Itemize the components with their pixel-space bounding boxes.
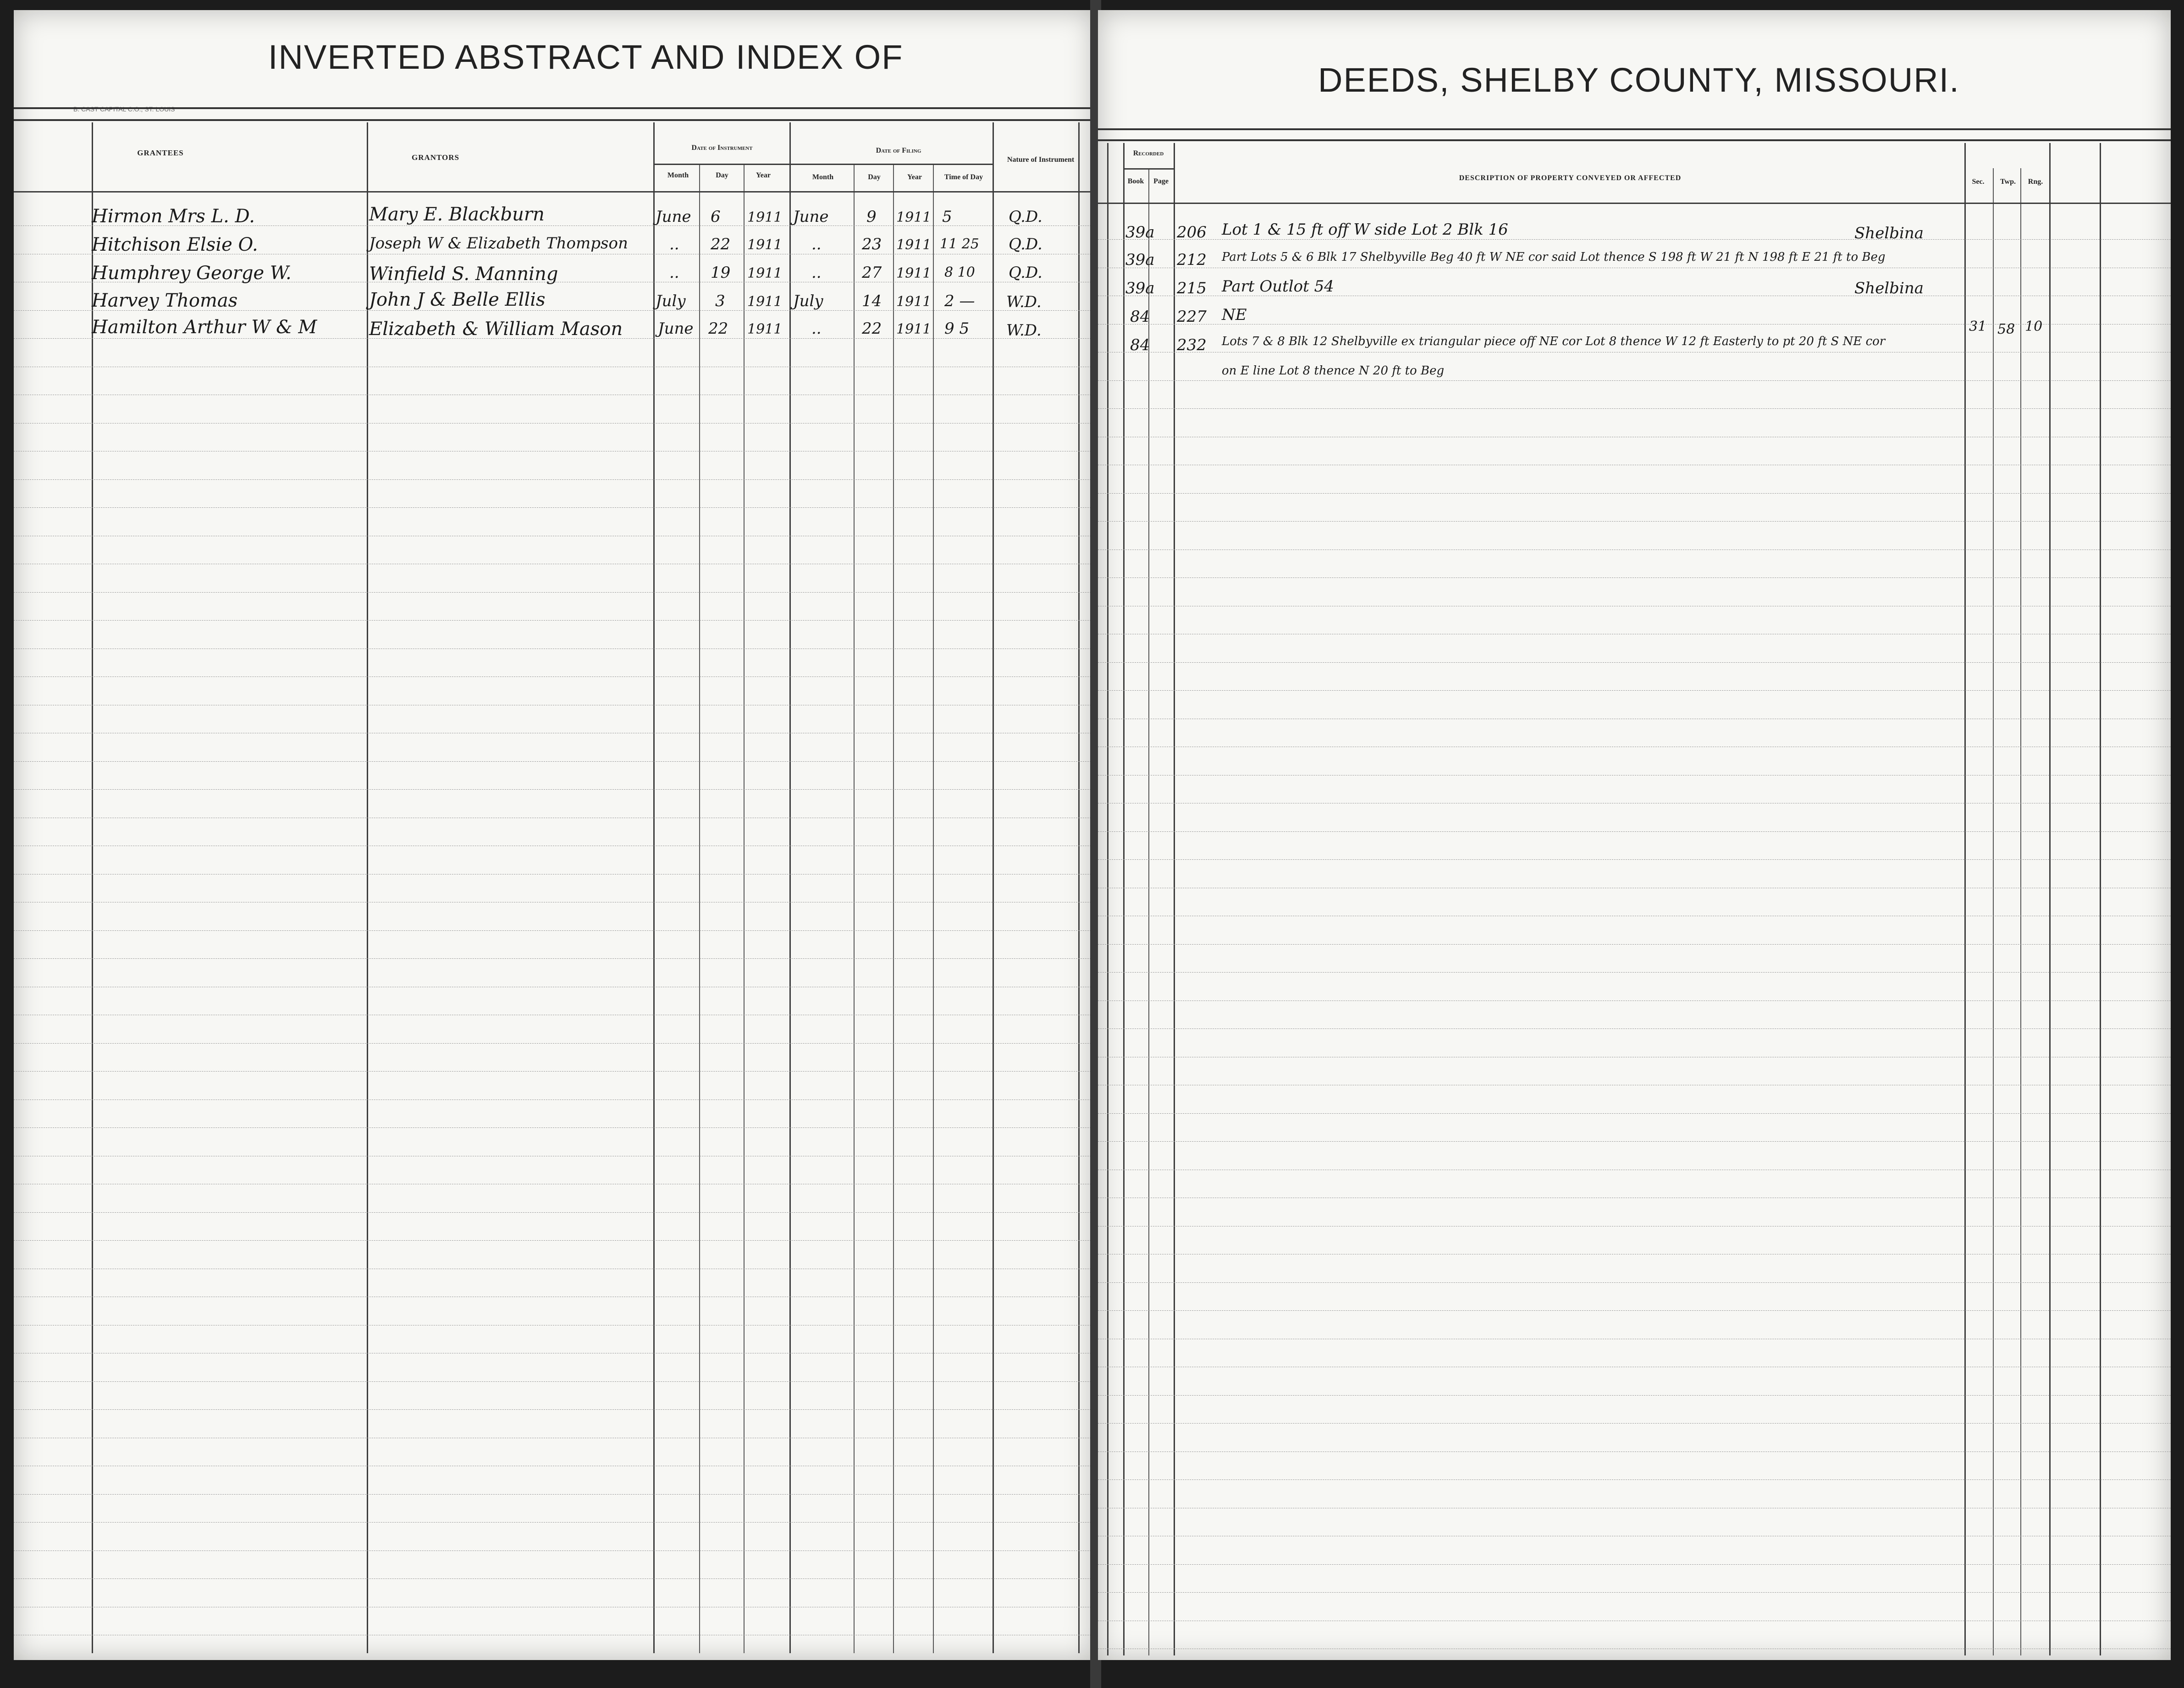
- grantor-cell: Mary E. Blackburn: [369, 204, 545, 225]
- title-rule: [14, 107, 1093, 109]
- nature-cell: Q.D.: [1009, 208, 1042, 226]
- ruled-line: [14, 761, 1093, 762]
- file-day-cell: 27: [862, 264, 882, 282]
- ruled-line: [1098, 831, 2171, 832]
- inst-month-cell: ..: [669, 264, 679, 282]
- rng-cell: 10: [2025, 319, 2043, 335]
- ruled-line: [1098, 380, 2171, 381]
- ruled-line: [14, 930, 1093, 931]
- file-year-cell: 1911: [896, 265, 932, 281]
- file-year-cell: 1911: [896, 321, 932, 337]
- inst-year-header: Year: [756, 171, 771, 179]
- sec-cell: 31: [1969, 319, 1987, 335]
- ruled-line: [1098, 1395, 2171, 1396]
- page-cell: 227: [1177, 308, 1207, 326]
- description-cell: NE: [1222, 306, 1247, 324]
- grantee-cell: Hirmon Mrs L. D.: [92, 206, 255, 227]
- inst-month-cell: June: [656, 208, 691, 226]
- twp-cell: 58: [1997, 321, 2015, 337]
- time-cell: 2 —: [944, 292, 975, 310]
- file-day-cell: 9: [866, 208, 877, 226]
- description-cell: Lots 7 & 8 Blk 12 Shelbyville ex triangular piece off NE cor Lot 8 thence W 12 ft Easterly to pt 20 ft S NE cor: [1222, 335, 1886, 348]
- ruled-line: [1098, 1564, 2171, 1565]
- description-cell: Part Outlot 54: [1222, 277, 1334, 296]
- file-month-cell: ..: [811, 235, 822, 253]
- column-rule: [1107, 143, 1109, 1655]
- header-rule: [789, 164, 993, 165]
- column-rule: [367, 122, 368, 1653]
- column-rule: [1123, 143, 1125, 1655]
- ruled-line: [1098, 493, 2171, 494]
- description-cell: Lot 1 & 15 ft off W side Lot 2 Blk 16: [1222, 220, 1508, 239]
- ruled-line: [14, 1071, 1093, 1072]
- ruled-line: [1098, 944, 2171, 945]
- grantor-cell: Winfield S. Manning: [369, 264, 558, 285]
- ruled-line: [1098, 1423, 2171, 1424]
- ruled-line: [1098, 1028, 2171, 1029]
- column-rule: [1964, 143, 1966, 1655]
- ruled-line: [14, 1043, 1093, 1044]
- ruled-line: [1098, 1113, 2171, 1114]
- book-header: Book: [1127, 177, 1144, 185]
- grantor-cell: Elizabeth & William Mason: [369, 319, 623, 340]
- title-rule: [1098, 139, 2171, 141]
- column-rule: [2100, 143, 2101, 1655]
- inst-year-cell: 1911: [747, 265, 783, 281]
- inst-day-header: Day: [716, 171, 728, 179]
- right-page: [1098, 10, 2171, 1660]
- title-rule: [1098, 128, 2171, 130]
- ruled-line: [1098, 521, 2171, 522]
- inst-day-cell: 3: [715, 292, 725, 310]
- description-continuation-cell: on E line Lot 8 thence N 20 ft to Beg: [1222, 364, 1445, 378]
- rng-header: Rng.: [2028, 178, 2043, 186]
- grantees-header: GRANTEES: [137, 148, 184, 157]
- inst-year-cell: 1911: [747, 237, 783, 253]
- time-cell: 9 5: [944, 319, 970, 338]
- nature-cell: Q.D.: [1009, 264, 1042, 282]
- page-header: Page: [1153, 177, 1169, 185]
- description-header: DESCRIPTION OF PROPERTY CONVEYED OR AFFECTED: [1459, 174, 1682, 182]
- grantee-cell: Hitchison Elsie O.: [92, 234, 258, 255]
- header-rule: [1123, 168, 1174, 170]
- file-month-header: Month: [812, 173, 834, 181]
- ruled-line: [14, 1578, 1093, 1579]
- file-month-cell: ..: [811, 319, 822, 338]
- ruled-line: [14, 592, 1093, 593]
- file-day-header: Day: [868, 173, 881, 181]
- ruled-line: [14, 1212, 1093, 1213]
- ruled-line: [1098, 859, 2171, 860]
- inst-year-cell: 1911: [747, 209, 783, 225]
- ruled-line: [14, 507, 1093, 508]
- date-of-instrument-header: Date of Instrument: [691, 144, 753, 152]
- file-month-cell: ..: [811, 264, 822, 282]
- ruled-line: [14, 1409, 1093, 1410]
- file-month-cell: June: [793, 208, 829, 226]
- grantee-cell: Hamilton Arthur W & M: [92, 317, 317, 338]
- file-day-cell: 23: [862, 235, 882, 253]
- page-cell: 215: [1177, 279, 1207, 297]
- left-page: [14, 10, 1093, 1660]
- page-cell: 232: [1177, 336, 1207, 354]
- ruled-line: [1098, 972, 2171, 973]
- sec-header: Sec.: [1972, 178, 1985, 186]
- printer-mark: B. CAST CAPITAL C.O., ST. LOUIS: [73, 105, 175, 113]
- file-day-cell: 14: [862, 292, 882, 310]
- time-cell: 8 10: [944, 264, 975, 280]
- book-cell: 84: [1130, 308, 1150, 326]
- column-rule: [893, 164, 894, 1653]
- grantors-header: GRANTORS: [411, 153, 460, 162]
- time-cell: 11 25: [940, 236, 979, 252]
- inst-day-cell: 19: [711, 264, 731, 282]
- ruled-line: [14, 1494, 1093, 1495]
- header-rule: [14, 191, 1093, 192]
- ruled-line: [1098, 239, 2171, 240]
- ruled-line: [14, 676, 1093, 677]
- ruled-line: [14, 1522, 1093, 1523]
- file-month-cell: July: [793, 292, 823, 310]
- ruled-line: [1098, 1479, 2171, 1480]
- nature-of-instrument-header: Nature of Instrument: [1007, 156, 1075, 164]
- nature-cell: Q.D.: [1009, 235, 1042, 253]
- column-rule: [744, 164, 745, 1653]
- inst-year-cell: 1911: [747, 321, 783, 337]
- ruled-line: [14, 1127, 1093, 1128]
- book-cell: 39a: [1125, 251, 1155, 269]
- column-rule: [1174, 143, 1175, 1655]
- inst-day-cell: 22: [708, 319, 728, 338]
- column-rule: [653, 122, 655, 1653]
- nature-cell: W.D.: [1006, 321, 1042, 340]
- title-rule: [14, 119, 1093, 121]
- inst-month-cell: ..: [669, 235, 679, 253]
- place-cell: Shelbina: [1854, 224, 1924, 242]
- file-year-cell: 1911: [896, 209, 932, 225]
- file-year-cell: 1911: [896, 237, 932, 253]
- column-rule: [2020, 168, 2021, 1655]
- ruled-line: [14, 620, 1093, 621]
- ruled-line: [14, 1240, 1093, 1241]
- grantor-cell: John J & Belle Ellis: [369, 289, 546, 310]
- twp-header: Twp.: [2000, 178, 2016, 186]
- file-year-cell: 1911: [896, 294, 932, 310]
- time-of-day-header: Time of Day: [944, 173, 983, 181]
- column-rule: [1078, 122, 1080, 1653]
- inst-year-cell: 1911: [747, 294, 783, 310]
- ruled-line: [1098, 690, 2171, 691]
- column-rule: [699, 164, 700, 1653]
- ruled-line: [1098, 1310, 2171, 1311]
- ruled-line: [1098, 577, 2171, 578]
- right-page-title: DEEDS, SHELBY COUNTY, MISSOURI.: [1318, 61, 1960, 99]
- ruled-line: [1098, 1141, 2171, 1142]
- inst-day-cell: 6: [711, 208, 721, 226]
- column-rule: [933, 164, 934, 1653]
- recorded-header: Recorded: [1133, 149, 1164, 157]
- ruled-line: [14, 958, 1093, 959]
- nature-cell: W.D.: [1006, 293, 1042, 311]
- column-rule: [2049, 143, 2051, 1655]
- file-year-header: Year: [907, 173, 922, 181]
- file-day-cell: 22: [862, 319, 882, 338]
- ruled-line: [1098, 662, 2171, 663]
- book-cell: 84: [1130, 336, 1150, 354]
- ruled-line: [1098, 1592, 2171, 1593]
- page-cell: 206: [1177, 223, 1207, 242]
- description-cell: Part Lots 5 & 6 Blk 17 Shelbyville Beg 40 ft W NE cor said Lot thence S 198 ft W 21 ft N 198 ft E 21 ft to Beg: [1222, 250, 1886, 264]
- ruled-line: [14, 479, 1093, 480]
- ruled-line: [1098, 1282, 2171, 1283]
- inst-month-cell: July: [656, 292, 686, 310]
- inst-month-cell: June: [658, 319, 694, 338]
- grantee-cell: Harvey Thomas: [92, 290, 238, 311]
- header-rule: [653, 164, 789, 165]
- page-cell: 212: [1177, 251, 1207, 269]
- ruled-line: [1098, 408, 2171, 409]
- left-page-title: INVERTED ABSTRACT AND INDEX OF: [268, 38, 904, 76]
- time-cell: 5: [942, 208, 952, 226]
- header-rule: [1098, 203, 2171, 204]
- book-cell: 39a: [1125, 279, 1155, 297]
- date-of-filing-header: Date of Filing: [876, 147, 921, 154]
- ruled-line: [14, 789, 1093, 790]
- column-rule: [1148, 168, 1149, 1655]
- column-rule: [854, 164, 855, 1653]
- grantor-cell: Joseph W & Elizabeth Thompson: [369, 234, 628, 253]
- ruled-line: [14, 1381, 1093, 1382]
- column-rule: [1993, 168, 1994, 1655]
- column-rule: [789, 122, 791, 1653]
- column-rule: [92, 122, 93, 1653]
- inst-month-header: Month: [667, 171, 689, 179]
- book-cell: 39a: [1125, 223, 1155, 242]
- grantee-cell: Humphrey George W.: [92, 263, 292, 284]
- column-rule: [993, 122, 994, 1653]
- inst-day-cell: 22: [711, 235, 731, 253]
- place-cell: Shelbina: [1854, 279, 1924, 297]
